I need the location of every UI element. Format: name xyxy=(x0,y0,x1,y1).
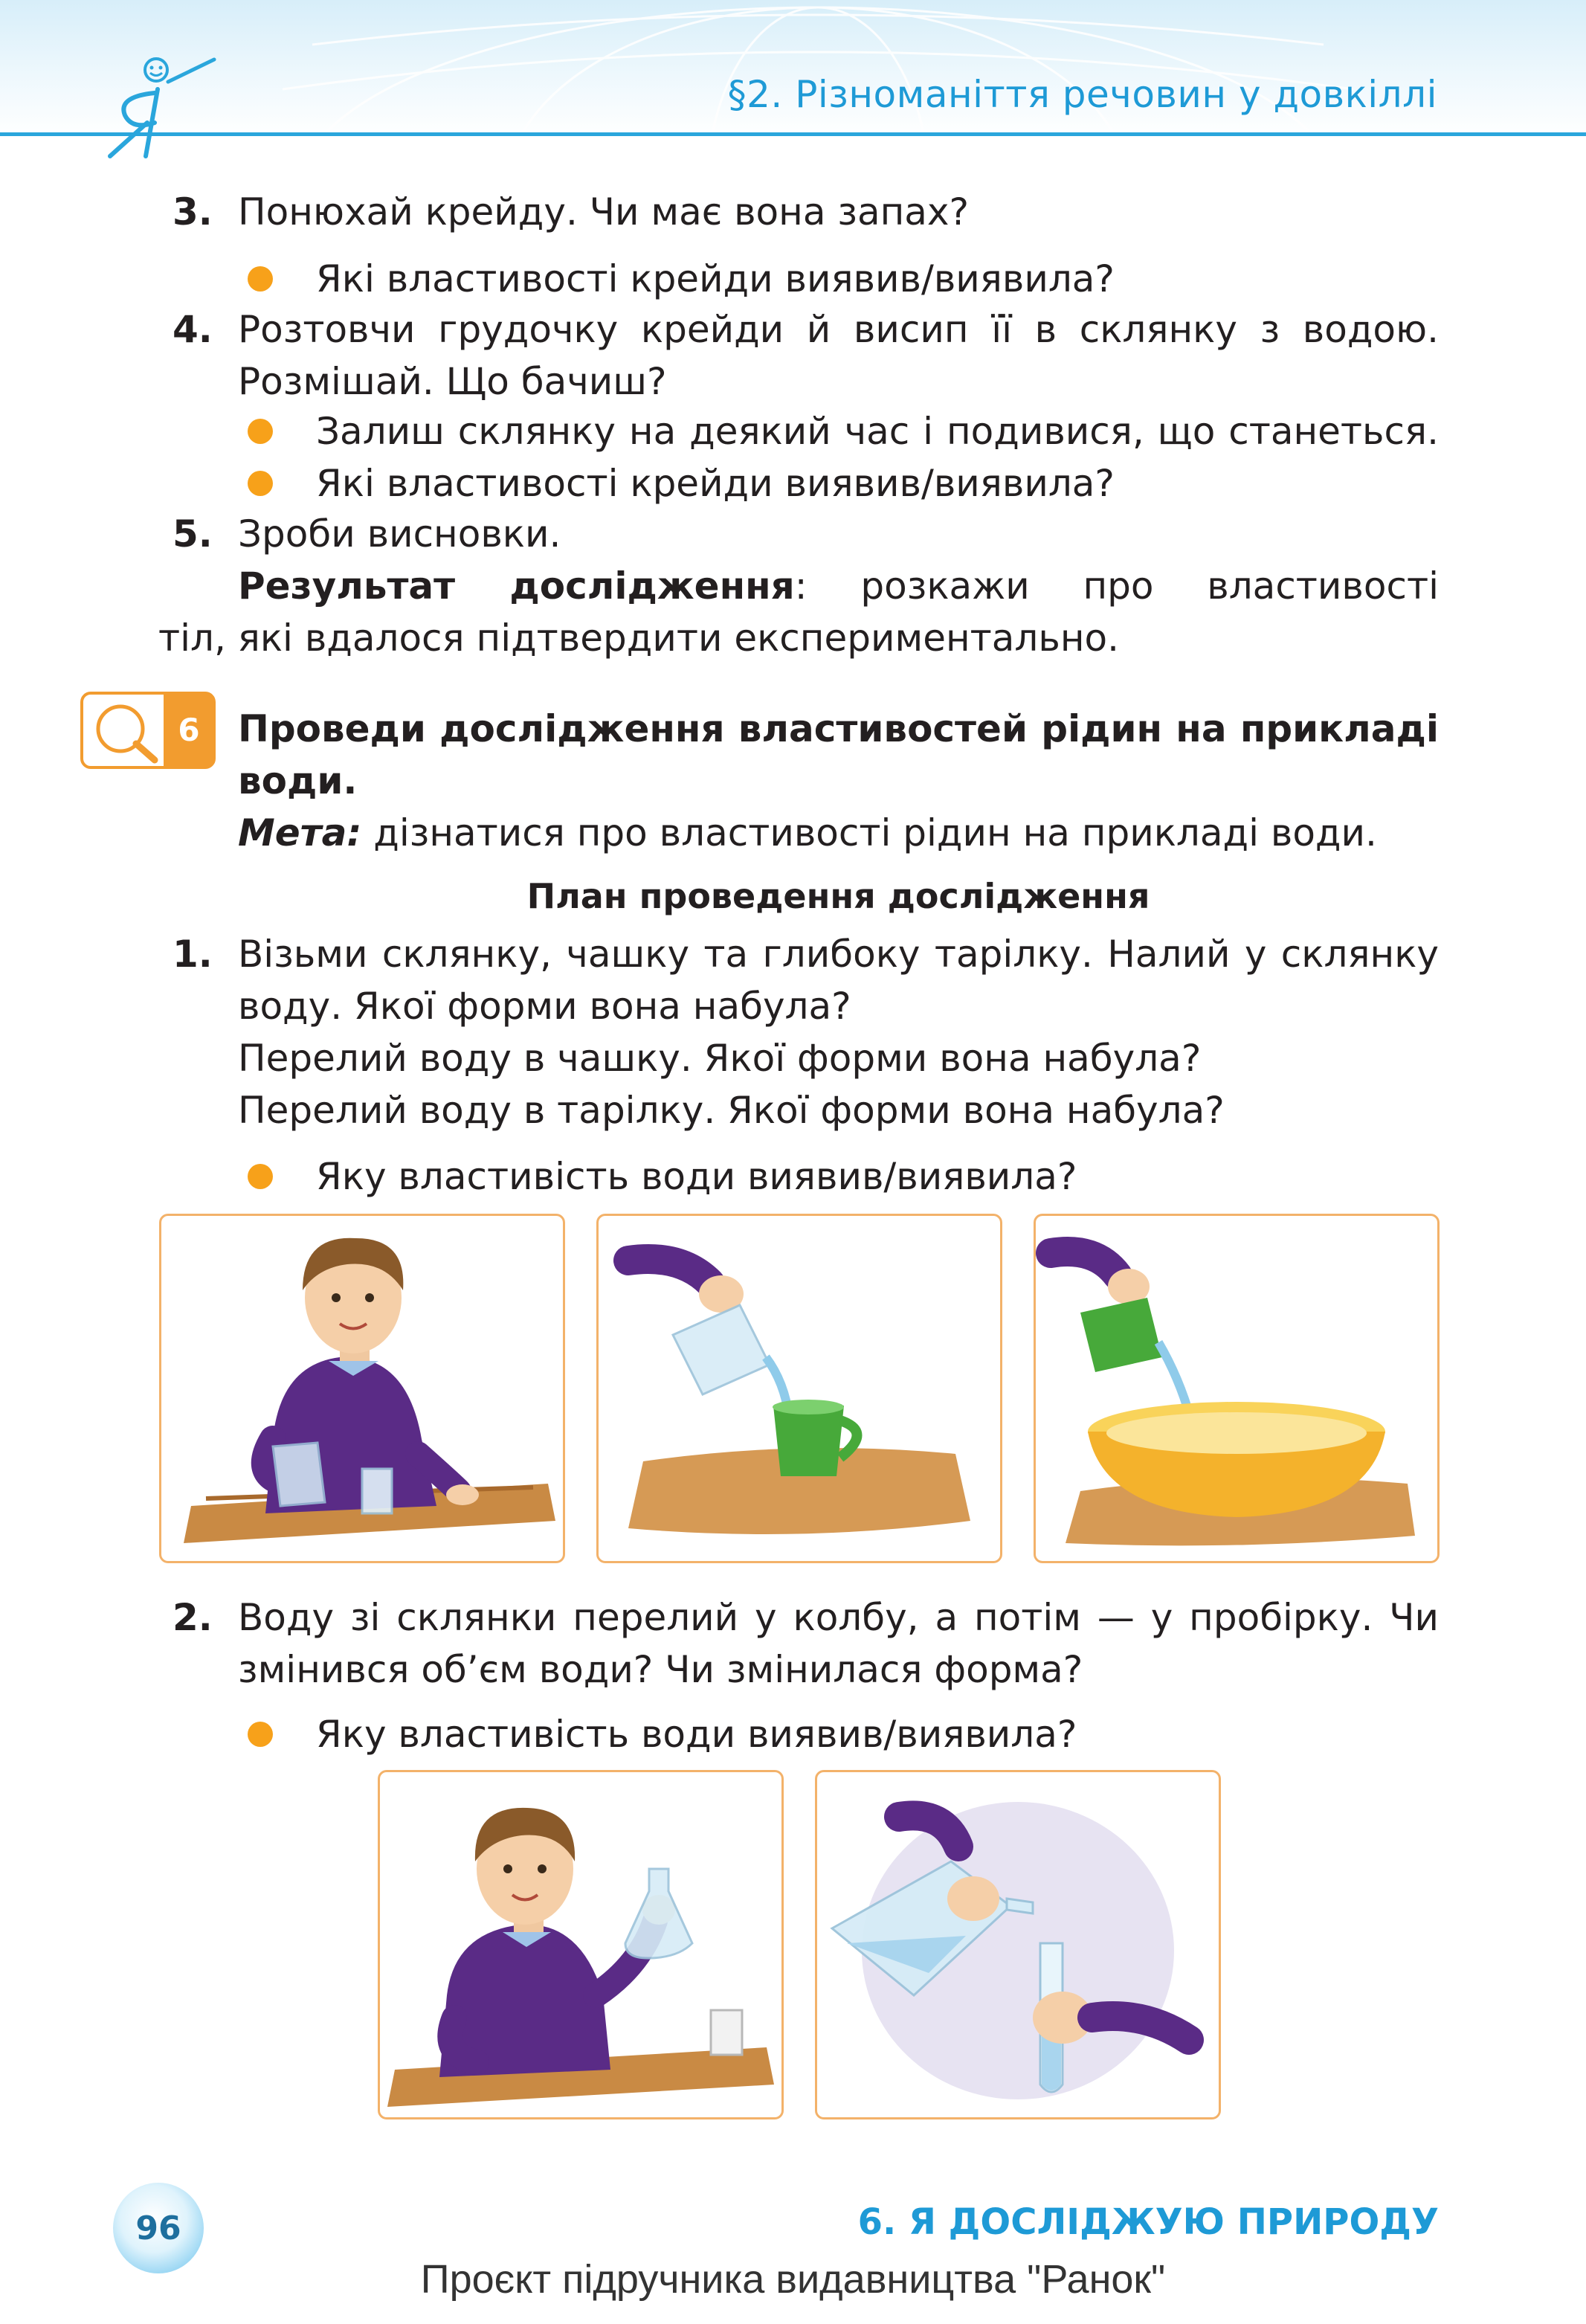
task-number: 6 xyxy=(178,712,200,748)
globe-lines-decoration xyxy=(0,0,1586,138)
bullet-text: Які властивості крейди виявив/виявила? xyxy=(316,462,1115,505)
step-number: 1. xyxy=(173,933,213,976)
illustration-boy-holding-flask xyxy=(378,1770,784,2119)
publisher-note: Проєкт підручника видавництва "Ранок" xyxy=(420,2257,1166,2302)
step-text: Воду зі склянки перелий у колбу, а потім — у пробірку. Чи xyxy=(238,1596,1439,1639)
orange-dot-bullet-icon xyxy=(248,1722,273,1747)
step-text: Перелий воду в чашку. Якої форми вона набула? xyxy=(238,1037,1202,1080)
section-title: §2. Різноманіття речовин у довкіллі xyxy=(727,73,1437,116)
step-text: Понюхай крейду. Чи має вона запах? xyxy=(238,190,970,234)
task-heading: Проведи дослідження властивостей рідин на прикладі xyxy=(238,707,1439,750)
step-number: 3. xyxy=(173,190,213,234)
result-text: : розкажи про властивості xyxy=(794,564,1439,608)
bullet-text: Залиш склянку на деякий час і подивися, що станеться. xyxy=(316,410,1439,453)
smiley-letter-ya-logo xyxy=(103,52,222,164)
chapter-title: 6. Я ДОСЛІДЖУЮ ПРИРОДУ xyxy=(857,2201,1439,2243)
bullet-text: Які властивості крейди виявив/виявила? xyxy=(316,257,1115,300)
step-number: 4. xyxy=(173,308,213,351)
illustration-pouring-into-bowl xyxy=(1034,1214,1440,1563)
step-text: воду. Якої форми вона набула? xyxy=(238,985,851,1028)
orange-dot-bullet-icon xyxy=(248,266,273,292)
illustration-boy-pouring-glass xyxy=(159,1214,565,1563)
step-number: 2. xyxy=(173,1596,213,1639)
goal-label: Мета: xyxy=(238,811,362,854)
step-text: Розтовчи грудочку крейди й висип її в склянку з водою. xyxy=(238,308,1439,351)
illustration-flask-to-test-tube xyxy=(815,1770,1221,2119)
plan-heading: План проведення дослідження xyxy=(526,876,1150,916)
result-line-2: тіл, які вдалося підтвердити експериментально. xyxy=(158,617,1120,660)
goal-text: дізнатися про властивості рідин на прикладі води. xyxy=(361,811,1377,854)
result-label: Результат дослідження xyxy=(238,564,795,608)
task-heading-2: води. xyxy=(238,759,358,802)
illustration-pouring-into-cup xyxy=(596,1214,1002,1563)
goal-line xyxy=(238,807,1439,859)
header-rule xyxy=(0,132,1586,136)
step-text: Перелий воду в тарілку. Якої форми вона набула? xyxy=(238,1089,1225,1132)
step-text: змінився об’єм води? Чи змінилася форма? xyxy=(238,1648,1083,1691)
step-text: Зроби висновки. xyxy=(238,512,561,556)
page-number: 96 xyxy=(135,2209,181,2247)
step-text: Візьми склянку, чашку та глибоку тарілку. Налий у склянку xyxy=(238,933,1439,976)
header-band xyxy=(0,0,1586,138)
orange-dot-bullet-icon xyxy=(248,471,273,496)
orange-dot-bullet-icon xyxy=(248,419,273,444)
result-line xyxy=(238,560,1439,612)
step-number: 5. xyxy=(173,512,213,556)
bullet-text: Яку властивість води виявив/виявила? xyxy=(316,1155,1077,1198)
step-text: Розмішай. Що бачиш? xyxy=(238,360,667,403)
orange-dot-bullet-icon xyxy=(248,1164,273,1189)
bullet-text: Яку властивість води виявив/виявила? xyxy=(316,1713,1077,1756)
